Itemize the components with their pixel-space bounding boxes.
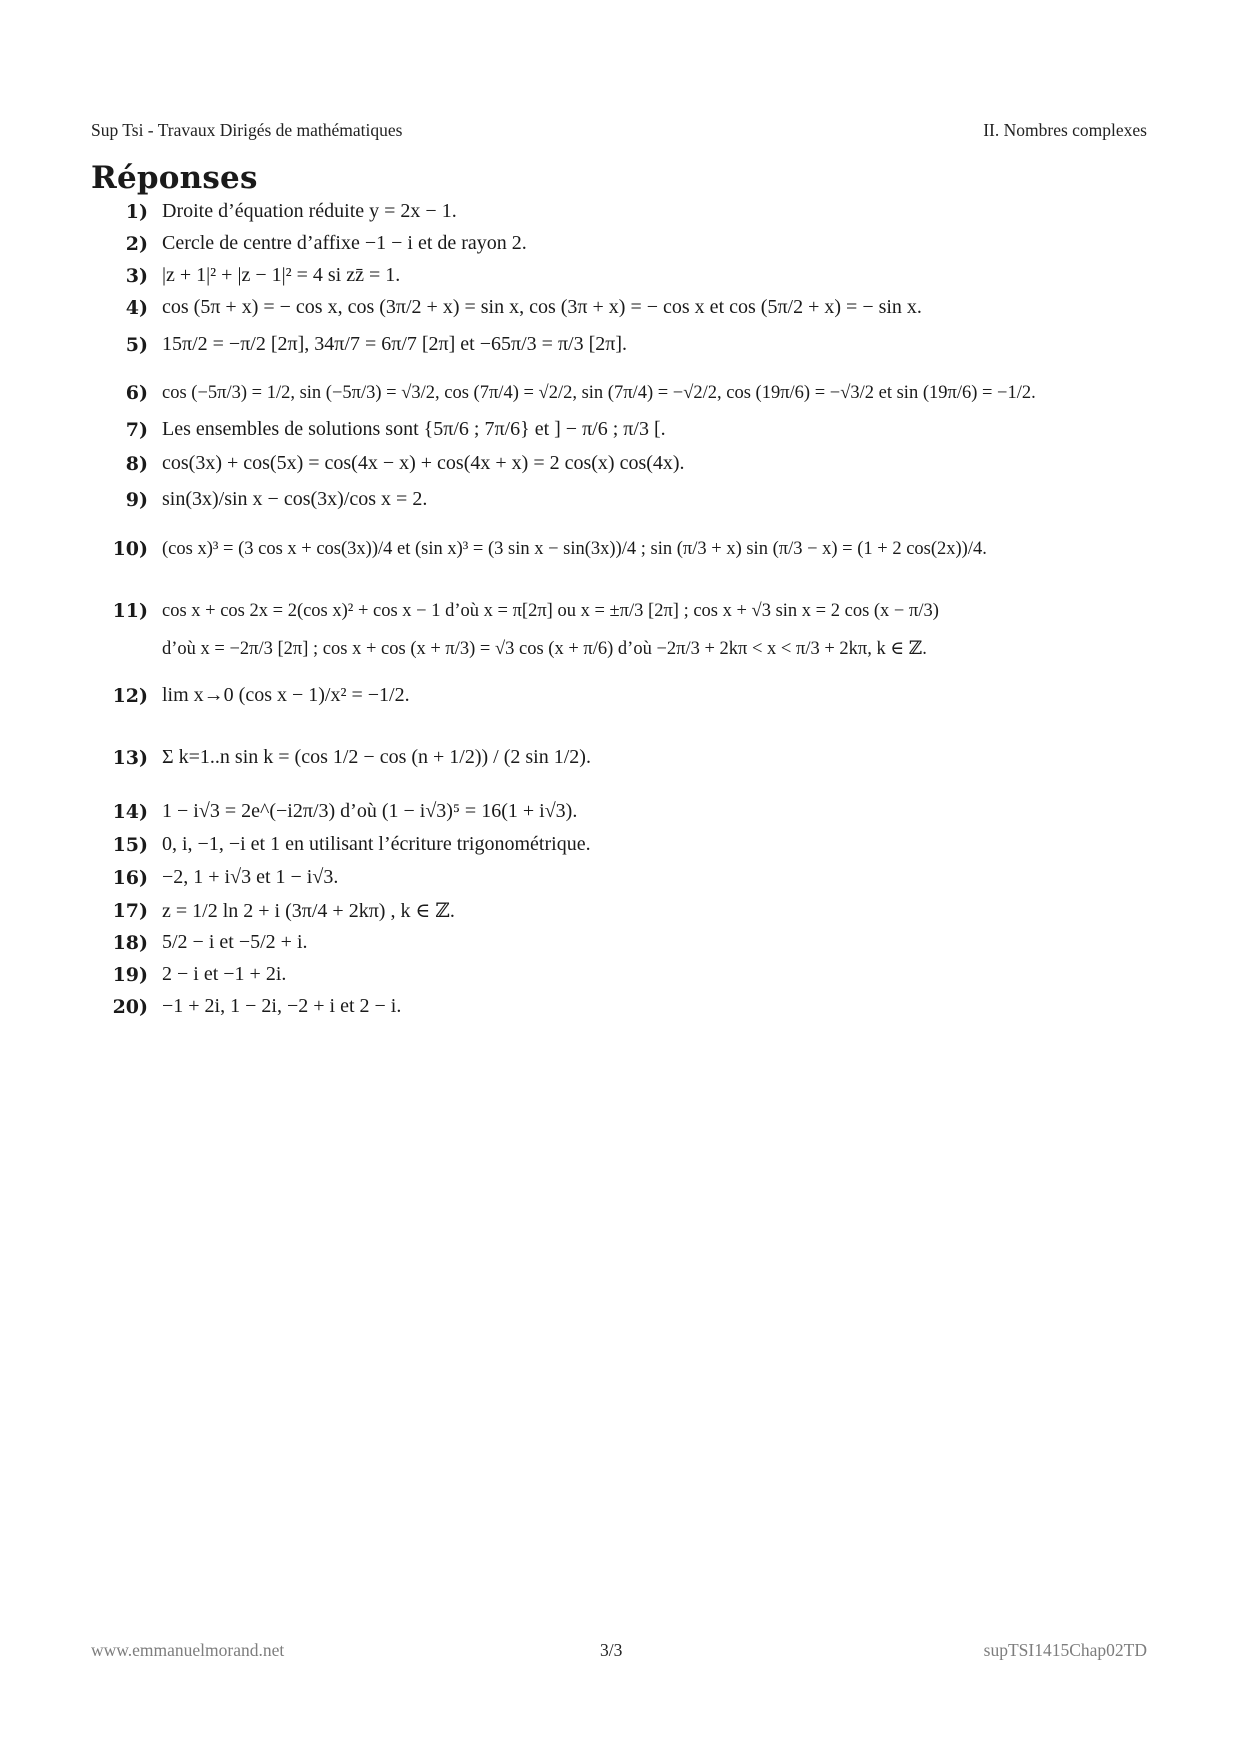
answer-2 bbox=[100, 232, 1160, 255]
answer-11-continued bbox=[162, 638, 1222, 660]
answer-text: lim x→0 (cos x − 1)/x² = −1/2. bbox=[162, 684, 410, 706]
answer-text: 5/2 − i et −5/2 + i. bbox=[162, 931, 308, 953]
answer-6 bbox=[100, 382, 1160, 404]
footer-website[interactable]: www.emmanuelmorand.net bbox=[91, 1640, 285, 1660]
answer-text: 1 − i√3 = 2e^(−i2π/3) d’où (1 − i√3)⁵ = 16(1 + i√3). bbox=[162, 800, 578, 822]
answer-text: cos x + cos 2x = 2(cos x)² + cos x − 1 d’où x = π[2π] ou x = ±π/3 [2π] ; cos x + √3 sin x = 2 cos (x − π/3) bbox=[162, 600, 939, 621]
answer-4 bbox=[100, 296, 1160, 319]
document-code: supTSI1415Chap02TD bbox=[983, 1640, 1147, 1660]
answer-number: 17) bbox=[112, 899, 148, 922]
answer-number: 5) bbox=[125, 333, 148, 356]
answer-14 bbox=[100, 800, 1160, 823]
answer-text: Droite d’équation réduite y = 2x − 1. bbox=[162, 200, 457, 222]
answer-text: cos (−5π/3) = 1/2, sin (−5π/3) = √3/2, cos (7π/4) = √2/2, sin (7π/4) = −√2/2, cos (19π/6) = −√3/2 et sin (19π/6) = −1/2. bbox=[162, 382, 1036, 403]
answer-number: 4) bbox=[125, 296, 148, 319]
answer-text: −2, 1 + i√3 et 1 − i√3. bbox=[162, 866, 339, 888]
answer-text: Cercle de centre d’affixe −1 − i et de rayon 2. bbox=[162, 232, 527, 254]
answer-text: 0, i, −1, −i et 1 en utilisant l’écriture trigonométrique. bbox=[162, 833, 591, 855]
answer-number: 10) bbox=[112, 538, 148, 560]
answer-number: 20) bbox=[112, 995, 148, 1018]
answer-5 bbox=[100, 333, 1160, 356]
answer-text: 2 − i et −1 + 2i. bbox=[162, 963, 287, 985]
answer-text: cos (5π + x) = − cos x, cos (3π/2 + x) = sin x, cos (3π + x) = − cos x et cos (5π/2 + x) = − sin x. bbox=[162, 296, 922, 318]
answer-11 bbox=[100, 600, 1160, 622]
answer-number: 11) bbox=[112, 600, 148, 622]
answer-number: 19) bbox=[112, 963, 148, 986]
answer-12 bbox=[100, 684, 1160, 707]
answer-1 bbox=[100, 200, 1160, 223]
answer-text: |z + 1|² + |z − 1|² = 4 si zz̄ = 1. bbox=[162, 264, 401, 286]
header-right: II. Nombres complexes bbox=[983, 120, 1147, 140]
answer-number: 9) bbox=[125, 488, 148, 511]
answer-9 bbox=[100, 488, 1160, 511]
answer-15 bbox=[100, 833, 1160, 856]
answer-7 bbox=[100, 418, 1160, 441]
answer-text: Σ k=1..n sin k = (cos 1/2 − cos (n + 1/2)) / (2 sin 1/2). bbox=[162, 746, 591, 768]
answer-text: cos(3x) + cos(5x) = cos(4x − x) + cos(4x + x) = 2 cos(x) cos(4x). bbox=[162, 452, 685, 474]
answer-text: z = 1/2 ln 2 + i (3π/4 + 2kπ) , k ∈ ℤ. bbox=[162, 900, 455, 922]
answer-17 bbox=[100, 898, 1160, 923]
answer-number: 1) bbox=[125, 200, 148, 223]
answer-19 bbox=[100, 963, 1160, 986]
answer-text: (cos x)³ = (3 cos x + cos(3x))/4 et (sin x)³ = (3 sin x − sin(3x))/4 ; sin (π/3 + x) sin (π/3 − x) = (1 + 2 cos(2x))/4. bbox=[162, 538, 987, 559]
answer-number: 18) bbox=[112, 931, 148, 954]
answer-number: 3) bbox=[125, 264, 148, 287]
answer-18 bbox=[100, 931, 1160, 954]
answer-text: d’où x = −2π/3 [2π] ; cos x + cos (x + π/3) = √3 cos (x + π/6) d’où −2π/3 + 2kπ < x < π/3 + 2kπ, k ∈ ℤ. bbox=[162, 639, 927, 659]
answer-3 bbox=[100, 264, 1160, 287]
answer-number: 7) bbox=[125, 418, 148, 441]
answer-number: 8) bbox=[125, 452, 148, 475]
answer-text: 15π/2 = −π/2 [2π], 34π/7 = 6π/7 [2π] et −65π/3 = π/3 [2π]. bbox=[162, 333, 628, 355]
answer-20 bbox=[100, 995, 1160, 1018]
answer-number: 2) bbox=[125, 232, 148, 255]
answer-8 bbox=[100, 452, 1160, 475]
answer-number: 14) bbox=[112, 800, 148, 823]
answer-10 bbox=[100, 538, 1160, 560]
answer-number: 6) bbox=[125, 382, 148, 404]
answer-text: −1 + 2i, 1 − 2i, −2 + i et 2 − i. bbox=[162, 995, 402, 1017]
header-left: Sup Tsi - Travaux Dirigés de mathématiques bbox=[91, 120, 403, 140]
answer-number: 13) bbox=[112, 746, 148, 769]
answer-number: 16) bbox=[112, 866, 148, 889]
page-title: Réponses bbox=[91, 160, 258, 196]
answer-number: 12) bbox=[112, 684, 148, 707]
answer-text: sin(3x)/sin x − cos(3x)/cos x = 2. bbox=[162, 488, 428, 510]
answer-number: 15) bbox=[112, 833, 148, 856]
answer-13 bbox=[100, 746, 1160, 769]
answer-16 bbox=[100, 866, 1160, 889]
page-number: 3/3 bbox=[600, 1640, 623, 1660]
answer-text: Les ensembles de solutions sont {5π/6 ; 7π/6} et ] − π/6 ; π/3 [. bbox=[162, 418, 666, 440]
